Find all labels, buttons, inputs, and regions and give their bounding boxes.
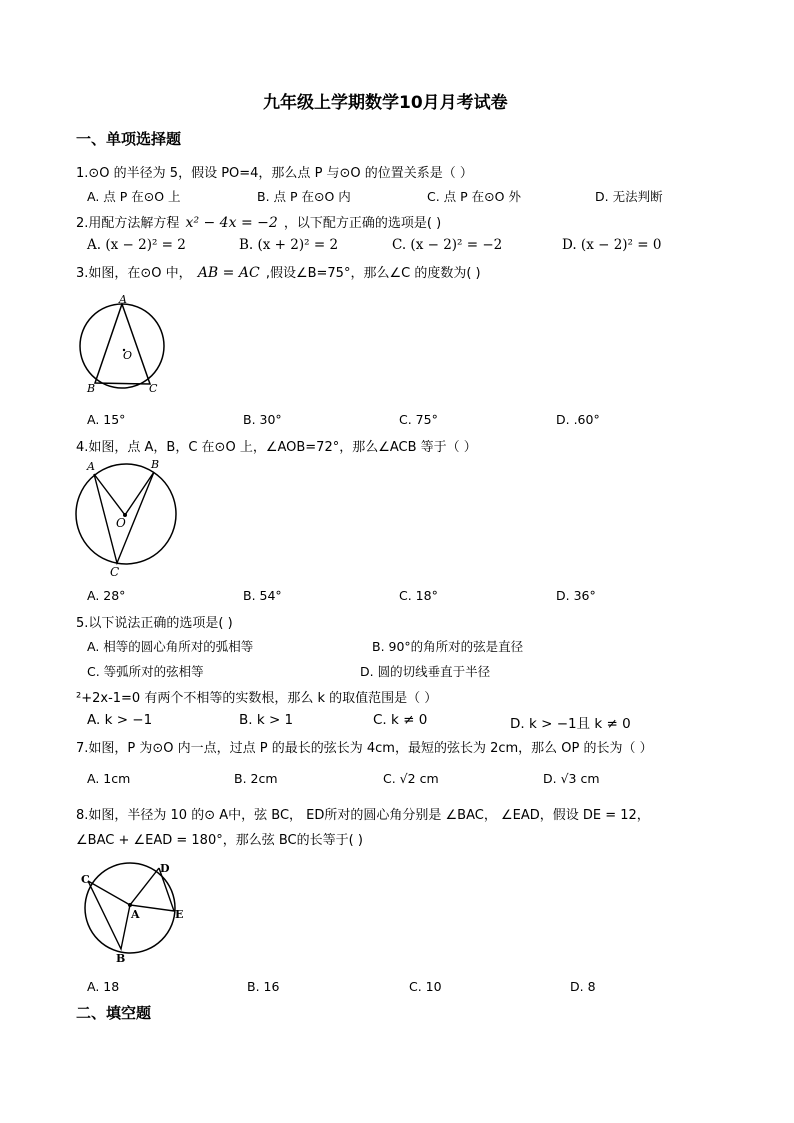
question-6-stem: ²+2x-1=0 有两个不相等的实数根，那么 k 的取值范围是（ ）: [76, 691, 438, 706]
question-4-option-c: C. 18°: [399, 588, 438, 603]
question-1-option-b: B. 点 P 在⊙O 内: [257, 189, 351, 204]
page-title: 九年级上学期数学10月月考试卷: [263, 93, 508, 113]
question-8-stem-line-1: 8.如图，半径为 10 的⊙ A中，弦 BC， ED所对的圆心角分别是 ∠BAC， ∠EAD，假设 DE = 12，: [76, 808, 650, 823]
question-6-option-a: A. k > −1: [87, 712, 153, 728]
question-5-option-c: C. 等弧所对的弦相等: [87, 664, 204, 679]
question-7-option-c: C. √2 cm: [383, 771, 439, 786]
section-heading-2: 二、填空题: [76, 1004, 152, 1022]
question-1-option-d: D. 无法判断: [595, 189, 663, 204]
question-4-stem: 4.如图，点 A，B，C 在⊙O 上，∠AOB=72°，那么∠ACB 等于（ ）: [76, 440, 477, 455]
fig8-label-c: C: [81, 873, 90, 886]
question-7-option-b: B. 2cm: [234, 771, 278, 786]
question-2-option-d: D. (x − 2)² = 0: [562, 237, 662, 253]
question-2-option-b: B. (x + 2)² = 2: [239, 237, 339, 253]
question-8-stem-line-2: ∠BAC + ∠EAD = 180°，那么弦 BC的长等于( ): [76, 833, 363, 848]
question-5-option-a: A. 相等的圆心角所对的弧相等: [87, 639, 254, 654]
question-6-option-b: B. k > 1: [239, 712, 294, 728]
question-7-stem: 7.如图，P 为⊙O 内一点，过点 P 的最长的弦长为 4cm，最短的弦长为 2cm，那么 OP 的长为（ ）: [76, 741, 653, 756]
question-2-option-c: C. (x − 2)² = −2: [392, 237, 503, 253]
question-1-stem: 1.⊙O 的半径为 5，假设 PO=4，那么点 P 与⊙O 的位置关系是（ ）: [76, 166, 473, 181]
question-8-option-a: A. 18: [87, 979, 120, 994]
question-6-option-c: C. k ≠ 0: [373, 712, 428, 728]
question-8-option-d: D. 8: [570, 979, 596, 994]
question-5-option-b: B. 90°的角所对的弦是直径: [372, 639, 524, 654]
question-2-stem-prefix: 2.用配方法解方程: [76, 216, 180, 231]
fig3-label-a: A: [119, 293, 127, 306]
question-3-option-c: C. 75°: [399, 412, 438, 427]
question-1-option-c: C. 点 P 在⊙O 外: [427, 189, 521, 204]
question-2-option-a: A. (x − 2)² = 2: [87, 237, 186, 253]
question-2-equation: x² − 4x = −2: [185, 215, 278, 231]
fig8-label-e: E: [175, 908, 184, 921]
question-8-figure: [78, 858, 188, 966]
question-8-option-c: C. 10: [409, 979, 442, 994]
question-3-stem-prefix: 3.如图，在⊙O 中，: [76, 266, 192, 281]
fig3-label-b: B: [87, 382, 96, 395]
question-4-option-d: D. 36°: [556, 588, 596, 603]
question-3-stem-suffix: ,假设∠B=75°，那么∠C 的度数为( ): [265, 266, 481, 281]
question-2-stem-suffix: ，以下配方正确的选项是( ): [283, 216, 442, 231]
fig8-label-d: D: [160, 862, 170, 875]
question-7-option-d: D. √3 cm: [543, 771, 600, 786]
question-3-option-d: D. .60°: [556, 412, 600, 427]
question-2-stem: [76, 212, 441, 231]
question-3-option-a: A. 15°: [87, 412, 126, 427]
fig4-label-b: B: [151, 458, 160, 471]
question-6-option-d: D. k > −1且 k ≠ 0: [510, 716, 631, 732]
question-5-option-d: D. 圆的切线垂直于半径: [360, 664, 491, 679]
section-heading-1: 一、单项选择题: [76, 130, 182, 148]
fig4-label-a: A: [87, 460, 95, 473]
question-4-figure: [72, 456, 184, 581]
fig8-label-a: A: [131, 908, 140, 921]
fig4-label-o: O: [116, 516, 126, 530]
question-3-stem: [76, 262, 481, 281]
question-5-stem: 5.以下说法正确的选项是( ): [76, 616, 233, 631]
question-4-option-a: A. 28°: [87, 588, 126, 603]
fig4-label-c: C: [110, 565, 120, 579]
question-4-option-b: B. 54°: [243, 588, 282, 603]
question-3-option-b: B. 30°: [243, 412, 282, 427]
fig8-label-b: B: [116, 952, 126, 965]
fig3-label-c: C: [149, 382, 158, 395]
question-7-option-a: A. 1cm: [87, 771, 131, 786]
question-3-arc-equality: AB = AC: [197, 265, 260, 281]
question-1-option-a: A. 点 P 在⊙O 上: [87, 189, 181, 204]
question-8-option-b: B. 16: [247, 979, 280, 994]
question-3-figure: [74, 292, 174, 397]
fig3-label-o: O: [123, 349, 133, 362]
